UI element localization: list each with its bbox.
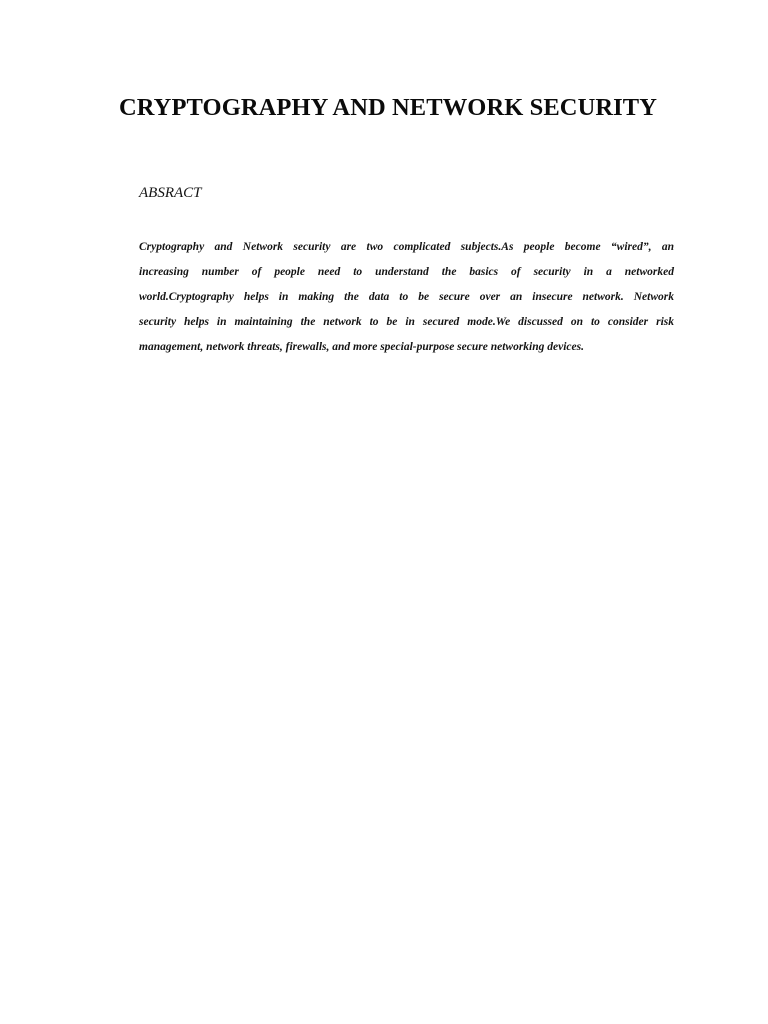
- abstract-line: increasing number of people need to understand the basics of security in a networked: [139, 266, 674, 278]
- section-heading: ABSRACT: [139, 185, 202, 201]
- document-title: CRYPTOGRAPHY AND NETWORK SECURITY: [118, 94, 658, 121]
- abstract-paragraph: [139, 237, 674, 362]
- abstract-line: security helps in maintaining the network to be in secured mode.We discussed on to consider risk: [139, 316, 674, 328]
- abstract-line: Cryptography and Network security are two complicated subjects.As people become “wired”, an: [139, 241, 674, 253]
- abstract-line: world.Cryptography helps in making the data to be secure over an insecure network. Network: [139, 291, 674, 303]
- abstract-line: management, network threats, firewalls, and more special-purpose secure networking devices.: [139, 341, 584, 353]
